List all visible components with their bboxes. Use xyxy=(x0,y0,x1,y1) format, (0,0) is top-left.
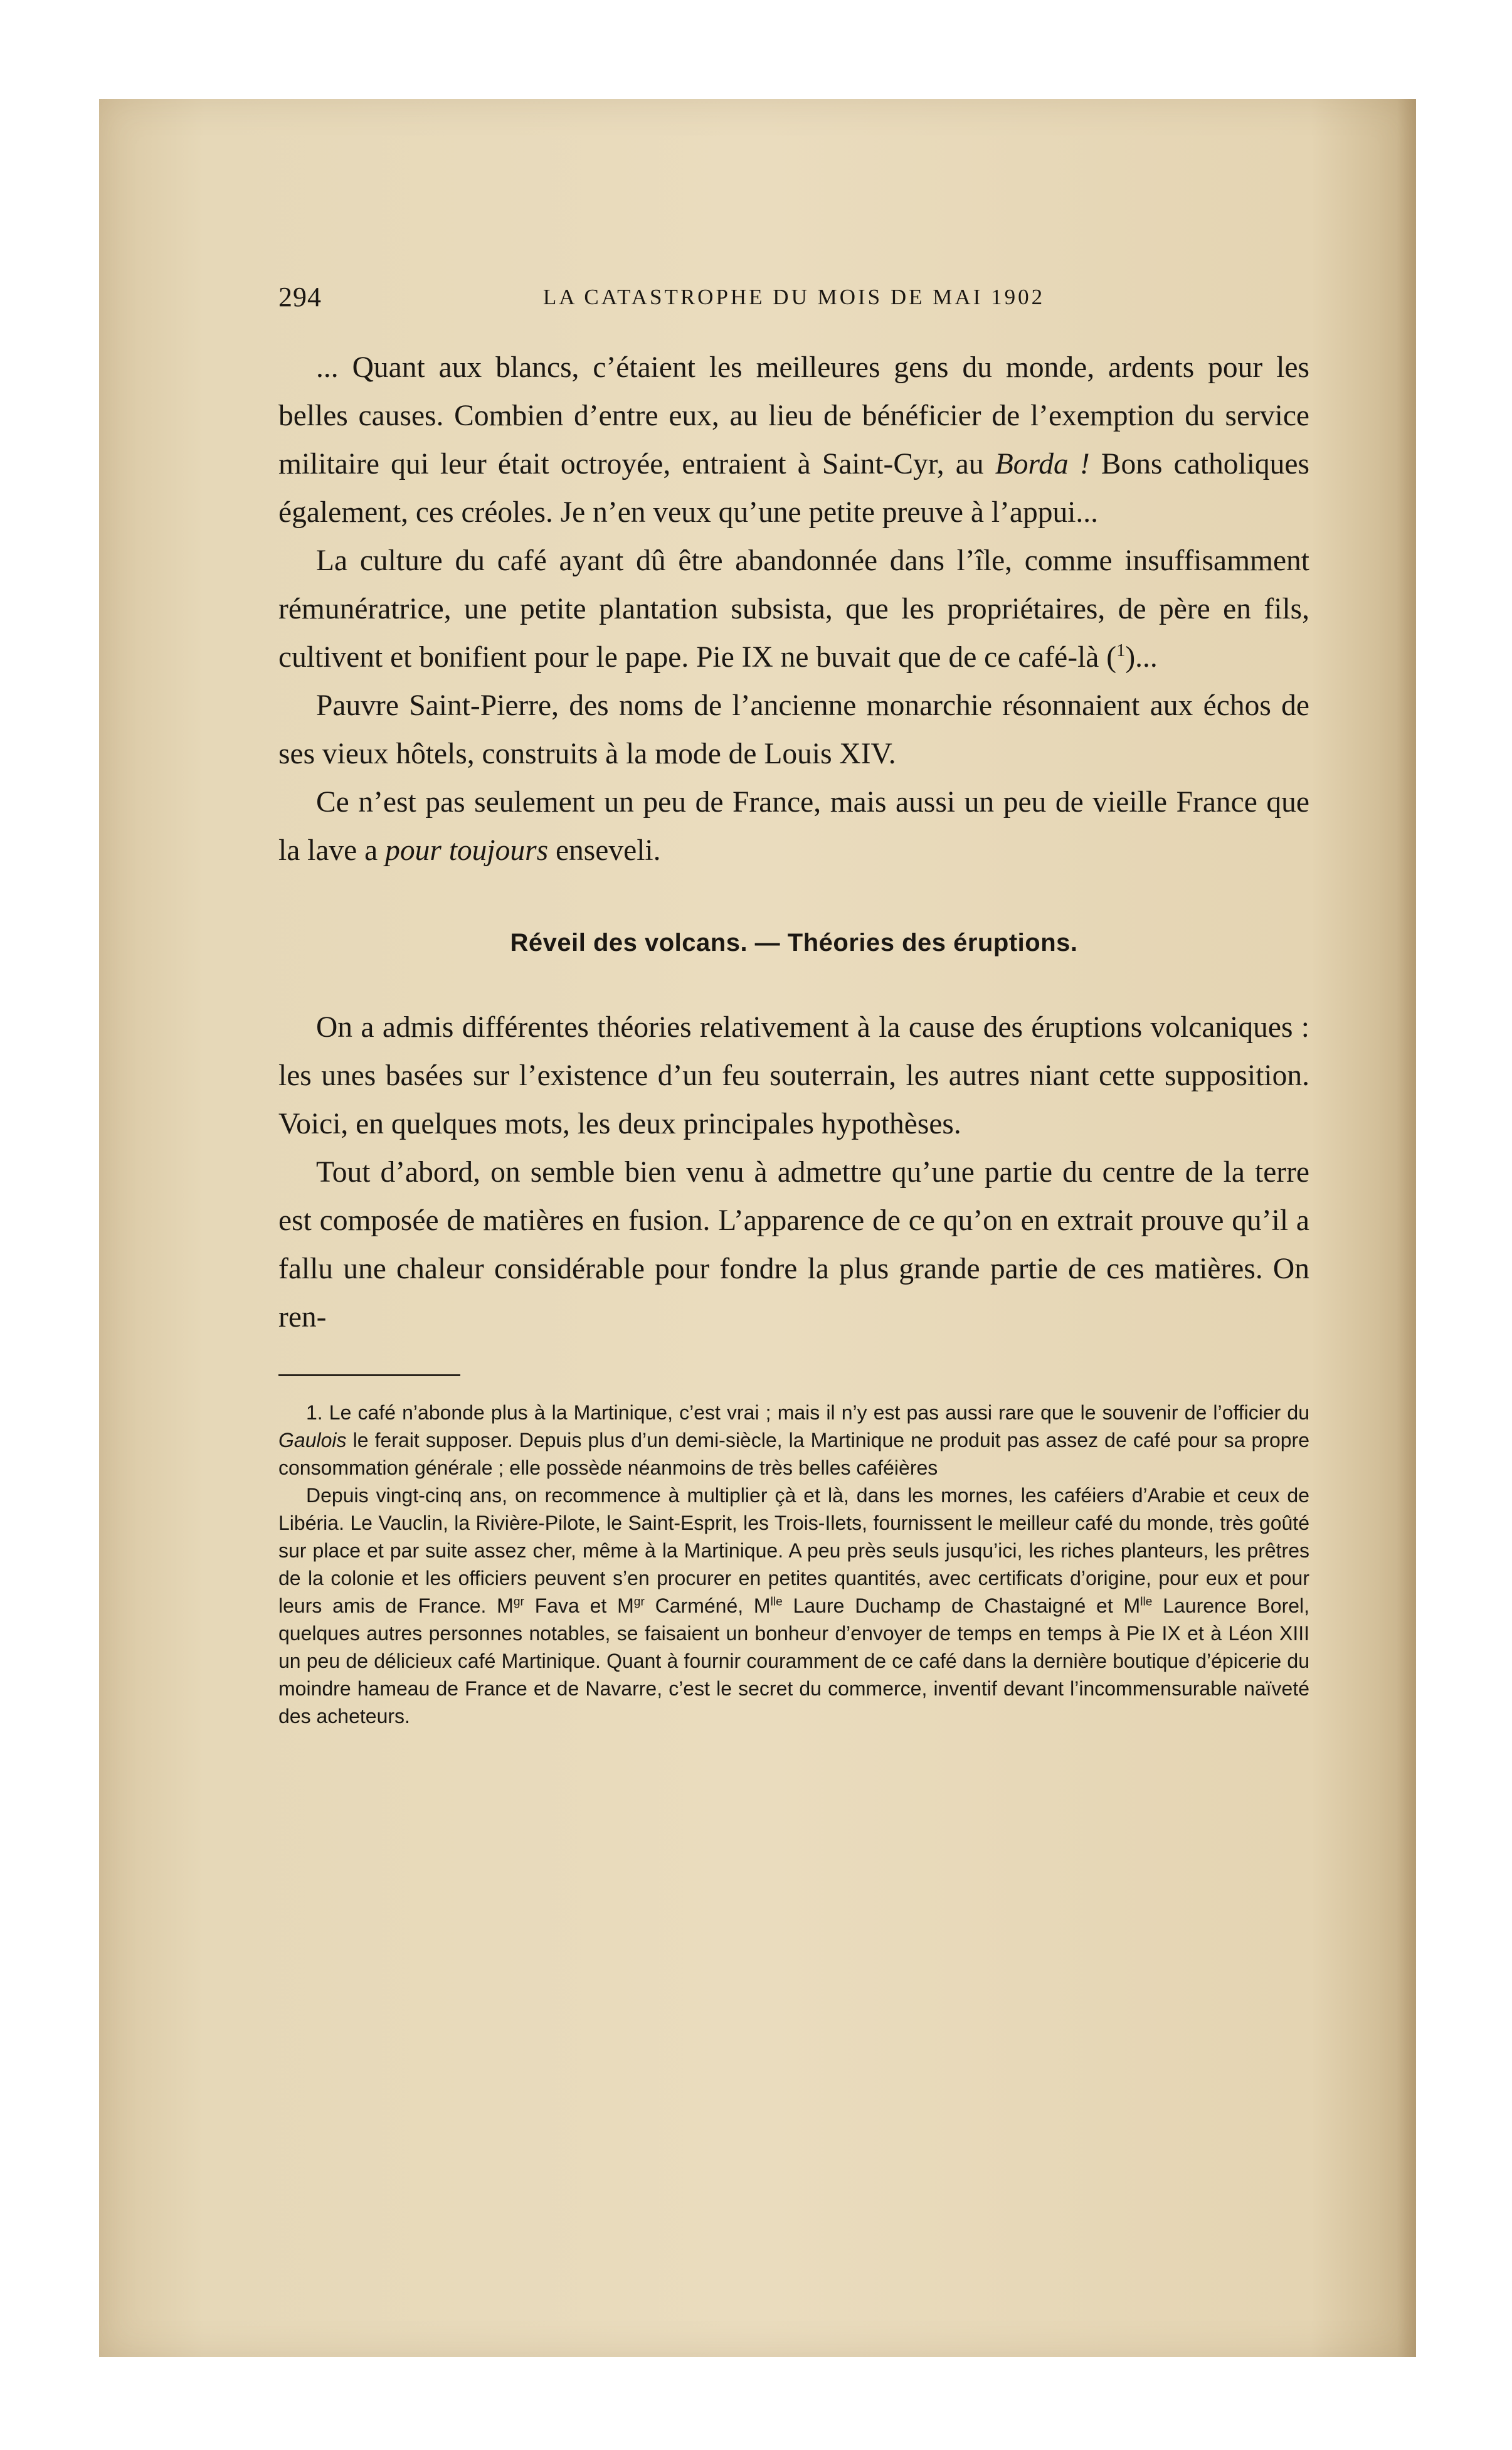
footnotes xyxy=(278,1399,1309,1730)
text-span: Bons catholiques également, ces créoles. Je n’en veux qu’une petite preuve à l’appui... xyxy=(278,448,1309,529)
paragraph xyxy=(278,537,1309,682)
paragraph xyxy=(278,682,1309,778)
italic-span: pour toujours xyxy=(385,834,549,867)
text-span: Laurence Borel, quelques autres personnes notables, se faisaient un bonheur d’envoyer de temps en temps à Pie IX et à Léon XIII un peu de délicieux café Martinique. Quant à fournir couramment de ce café dans la dernière boutique d’épicerie du moindre hameau de France et de Navarre, c’est le secret du commerce, inventif devant l’incommensurable naïveté des acheteurs. xyxy=(278,1594,1310,1727)
paragraph xyxy=(278,344,1309,537)
page-text-block xyxy=(278,281,1309,1730)
page-binding-edge xyxy=(1397,99,1416,2357)
paragraph xyxy=(278,778,1309,875)
paragraphs-before-heading xyxy=(278,344,1309,875)
footnote-rule xyxy=(278,1374,460,1376)
text-span: Tout d’abord, on semble bien venu à admettre qu’une partie du centre de la terre est composée de matières en fusion. L’apparence de ce qu’on en extrait prouve qu’il a fallu une chaleur considérable pour fondre la plus grande partie de ces matières. On ren- xyxy=(278,1156,1309,1334)
italic-span: Gaulois xyxy=(278,1429,347,1451)
superscript: gr xyxy=(633,1595,645,1609)
footnote-paragraph xyxy=(278,1399,1309,1482)
text-span: Fava et M xyxy=(524,1594,634,1617)
text-span: )... xyxy=(1125,641,1158,674)
text-span: Laure Duchamp de Chastaigné et M xyxy=(782,1594,1141,1617)
superscript: gr xyxy=(513,1595,524,1609)
body-text xyxy=(278,344,1309,1342)
text-span: enseveli. xyxy=(548,834,661,867)
paragraph xyxy=(278,1004,1309,1148)
paragraph xyxy=(278,1148,1309,1342)
text-span: 1. Le café n’abonde plus à la Martinique, c’est vrai ; mais il n’y est pas aussi rare que le souvenir de l’officier du xyxy=(306,1401,1309,1424)
superscript: lle xyxy=(1140,1595,1153,1609)
text-span: Carméné, M xyxy=(644,1594,771,1617)
running-title: LA CATASTROPHE DU MOIS DE MAI 1902 xyxy=(542,285,1045,309)
text-span: Depuis vingt-cinq ans, on recommence à multiplier çà et là, dans les mornes, les caféiers d’Arabie et ceux de Libéria. Le Vauclin, la Rivière-Pilote, le Saint-Esprit, les Trois-Ilets, fournissent le meilleur café du monde, très goûté sur place et par suite assez cher, même à la Martinique. A peu près seuls jusqu’ici, les riches planteurs, les prêtres de la colonie et les officiers peuvent s’en procurer en petites quantités, avec certificats d’origine, pour eux et pour leurs amis de France. M xyxy=(278,1484,1309,1617)
text-span: On a admis différentes théories relativement à la cause des éruptions volcaniques : les unes basées sur l’existence d’un feu souterrain, les autres niant cette supposition. Voici, en quelques mots, les deux principales hypothèses. xyxy=(278,1011,1309,1140)
italic-span: Borda ! xyxy=(995,448,1090,480)
text-span: ... Quant aux blancs, c’étaient les meilleures gens du monde, ardents pour les belles causes. Combien d’entre eux, au lieu de bénéficier de l’exemption du service militaire qui leur était octroyée, entraient à Saint-Cyr, au xyxy=(278,351,1309,480)
text-span: La culture du café ayant dû être abandonnée dans l’île, comme insuffisamment rémunératrice, une petite plantation subsista, que les propriétaires, de père en fils, cultivent et bonifient pour le pape. Pie IX ne buvait que de ce café-là ( xyxy=(278,544,1309,674)
running-head xyxy=(278,281,1309,331)
superscript: 1 xyxy=(1116,641,1126,661)
text-span: Pauvre Saint-Pierre, des noms de l’ancienne monarchie résonnaient aux échos de ses vieux hôtels, construits à la mode de Louis XIV. xyxy=(278,689,1309,770)
text-span: le ferait supposer. Depuis plus d’un demi-siècle, la Martinique ne produit pas assez de café pour sa propre consommation générale ; elle possède néanmoins de très belles caféières xyxy=(278,1429,1309,1479)
paragraphs-after-heading xyxy=(278,1004,1309,1342)
page-number: 294 xyxy=(278,282,322,312)
text-span: Ce n’est pas seulement un peu de France, mais aussi un peu de vieille France que la lave a xyxy=(278,786,1309,867)
superscript: lle xyxy=(770,1595,783,1609)
section-heading: Réveil des volcans. — Théories des éruptions. xyxy=(510,929,1078,957)
footnote-paragraph xyxy=(278,1482,1309,1730)
